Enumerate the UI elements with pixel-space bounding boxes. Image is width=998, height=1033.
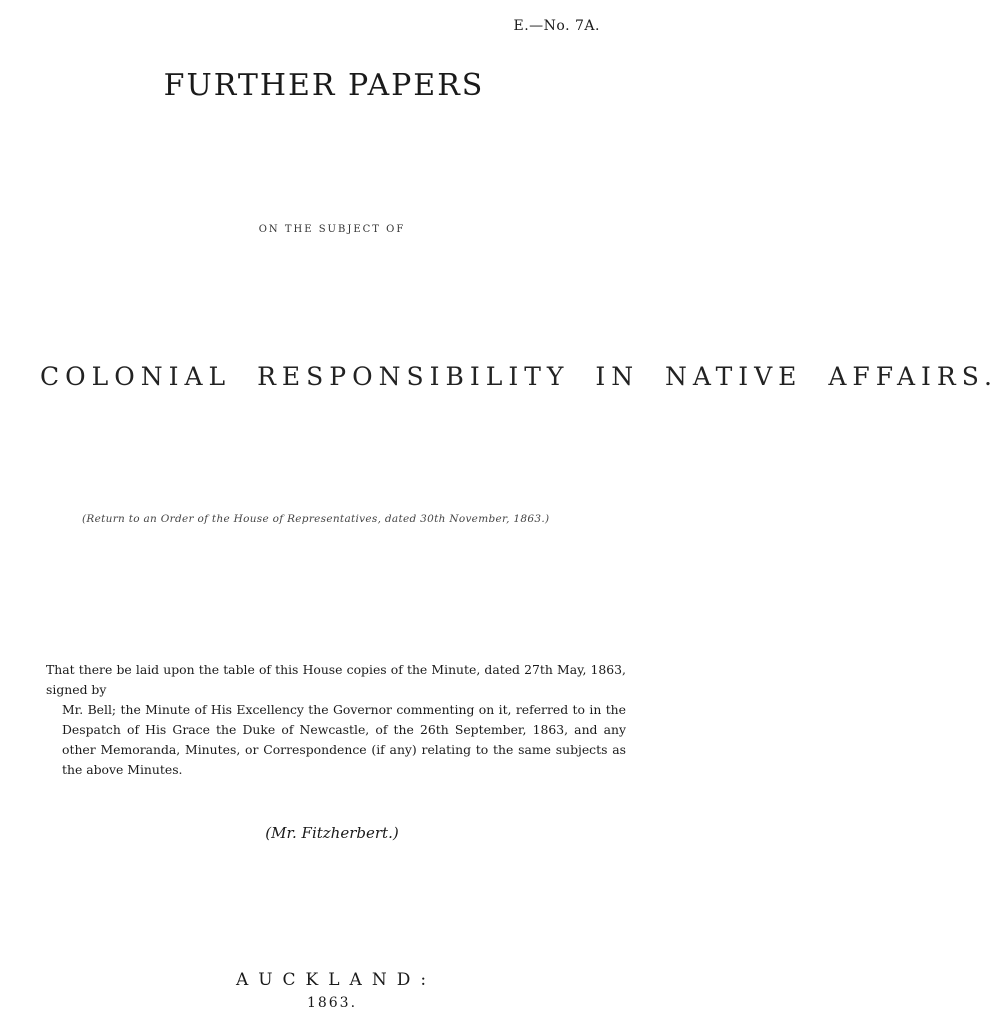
page-title: FURTHER PAPERS [163, 68, 485, 103]
motion-text [46, 660, 626, 780]
imprint-place: AUCKLAND: [235, 970, 437, 990]
motion-first-line: That there be laid upon the table of this House copies of the Minute, dated 27th May, 1863, signed by [46, 662, 626, 697]
subject-line: ON THE SUBJECT OF [258, 224, 406, 235]
mover-name: (Mr. Fitzherbert.) [265, 824, 399, 842]
return-order-note: (Return to an Order of the House of Representatives, dated 30th November, 1863.) [82, 513, 550, 525]
topic-title: COLONIAL RESPONSIBILITY IN NATIVE AFFAIRS. [40, 362, 998, 391]
motion-continuation: Mr. Bell; the Minute of His Excellency the Governor commenting on it, referred to in the Despatch of His Grace the Duke of Newcastle, of the 26th September, 1863, and any other Memoranda, Minutes, or Correspondence (if any) relating to the same subjects as the above Minutes. [62, 702, 626, 777]
imprint-year: 1863. [306, 995, 358, 1011]
document-number: E.—No. 7A. [513, 18, 600, 34]
